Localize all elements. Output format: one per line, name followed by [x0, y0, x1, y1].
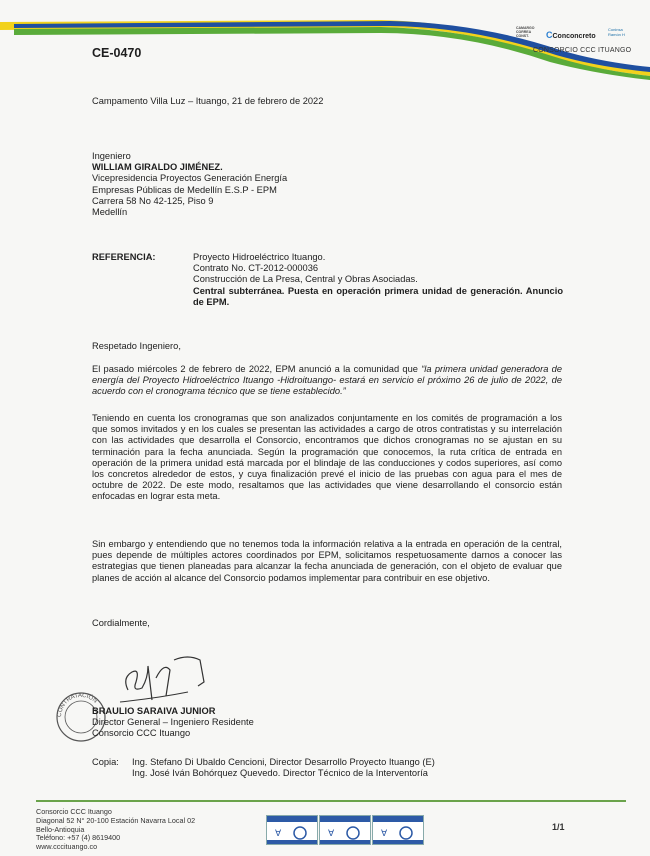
svg-text:∀: ∀: [381, 828, 388, 838]
epm-quote: “la primera unidad generadora de energía del Proyecto Hidroeléctrico Ituango -Hidroituango- estará en servicio el próximo 26 de julio de 2022, de acuerdo con el cronograma técnico que se tiene establecido.”: [92, 364, 562, 397]
iso-cert-icon: [372, 815, 424, 845]
logo-coninsa: Coninsa Ramón H: [608, 27, 625, 37]
signer-name: BRAULIO SARAIVA JUNIOR: [92, 706, 216, 716]
reference-line: Construcción de La Presa, Central y Obras Asociadas.: [193, 274, 418, 285]
recipient-line: Medellín: [92, 207, 128, 218]
paragraph-2: Teniendo en cuenta los cronogramas que son analizados conjuntamente en los comités de programación a los que somos invitados y en los cuales se presentan las actividades a cargo de otros contratistas y su interrelación con las actividades que desarrolla el Consorcio, encontramos que dichos cronogramas no se ajustan en su terminación para la fecha anunciada. Según la programación que conocemos, la ruta crítica de entrada en operación de la primera unidad está marcada por el blindaje de las conducciones y codos superiores, así como los concretos alrededor de estos, y cuya finalización prevé el inicio de las pruebas con agua para el mes de octubre de 2022. De este modo, resaltamos que las actividades que viene desarrollando el consorcio están enfocadas en lograr esta meta.: [92, 413, 562, 502]
iso-cert-icon: [319, 815, 371, 845]
logo-camargo: CAMARGO CORREA CONST.: [516, 26, 535, 38]
document-code: CE-0470: [92, 46, 142, 60]
paragraph-1: El pasado miércoles 2 de febrero de 2022, EPM anunció a la comunidad que “la primera unidad generadora de energía del Proyecto Hidroeléctrico Ituango -Hidroituango- estará en servicio el próximo 26 de julio de 2022, de acuerdo con el cronograma técnico que se tiene establecido.”: [92, 364, 562, 397]
iso-cert-icon: [266, 815, 318, 845]
recipient-title: Ingeniero: [92, 151, 131, 161]
recipient-name: WILLIAM GIRALDO JIMÉNEZ.: [92, 162, 223, 173]
copy-block: [92, 757, 435, 779]
recipient-line: Carrera 58 No 42-125, Piso 9: [92, 195, 214, 206]
svg-text:∀: ∀: [275, 828, 282, 838]
reference-subject: Central subterránea. Puesta en operación primera unidad de generación. Anuncio de EPM.: [193, 285, 563, 307]
reference-block: [193, 252, 563, 308]
handwritten-signature: [118, 648, 228, 710]
logo-conconcreto: CConconcreto: [546, 30, 596, 40]
copy-line: Ing. Stefano Di Ubaldo Cencioni, Director Desarrollo Proyecto Ituango (E): [132, 757, 435, 767]
place-date: Campamento Villa Luz – Ituango, 21 de febrero de 2022: [92, 96, 324, 106]
consortium-name: CONSORCIO CCC ITUANGO: [533, 47, 632, 54]
recipient-line: Vicepresidencia Proyectos Generación Energía: [92, 173, 288, 184]
footer-divider: [36, 800, 626, 802]
recipient-line: Empresas Públicas de Medellín E.S.P - EPM: [92, 184, 277, 195]
footer-website[interactable]: www.cccituango.co: [36, 842, 98, 852]
reference-line: Proyecto Hidroeléctrico Ituango.: [193, 252, 326, 262]
paragraph-3: Sin embargo y entendiendo que no tenemos toda la información relativa a la entrada en operación de la central, pues depende de múltiples actores coordinados por EPM, solicitamos respetuosamente darnos a conocer las estrategias que tienen planeadas para alcanzar la fecha anunciada de generación, con el objeto de evaluar que planes de acción al alcance del Consorcio podamos implementar para contribuir en ese objetivo.: [92, 539, 562, 583]
copy-label: Copia:: [92, 757, 119, 767]
recipient-block: [92, 151, 287, 218]
svg-text:CONTRATACIÓN: CONTRATACIÓN: [56, 692, 99, 718]
signer-org: Consorcio CCC Ituango: [92, 728, 191, 739]
svg-text:∀: ∀: [328, 828, 335, 838]
signer-role: Director General – Ingeniero Residente: [92, 717, 254, 728]
reference-line: Contrato No. CT-2012-000036: [193, 263, 319, 274]
signer-block: [92, 706, 254, 740]
closing: Cordialmente,: [92, 618, 150, 628]
salutation: Respetado Ingeniero,: [92, 341, 181, 351]
reference-label: REFERENCIA:: [92, 252, 156, 262]
page-number: 1/1: [552, 822, 565, 832]
copy-line: Ing. José Iván Bohórquez Quevedo. Director Técnico de la Interventoría: [132, 768, 428, 779]
footer-address: Consorcio CCC Ituango Diagonal 52 N° 20-100 Estación Navarra Local 02 Bello-Antioquia Teléfono: +57 (4) 8619400 www.cccituango.co: [36, 807, 196, 852]
